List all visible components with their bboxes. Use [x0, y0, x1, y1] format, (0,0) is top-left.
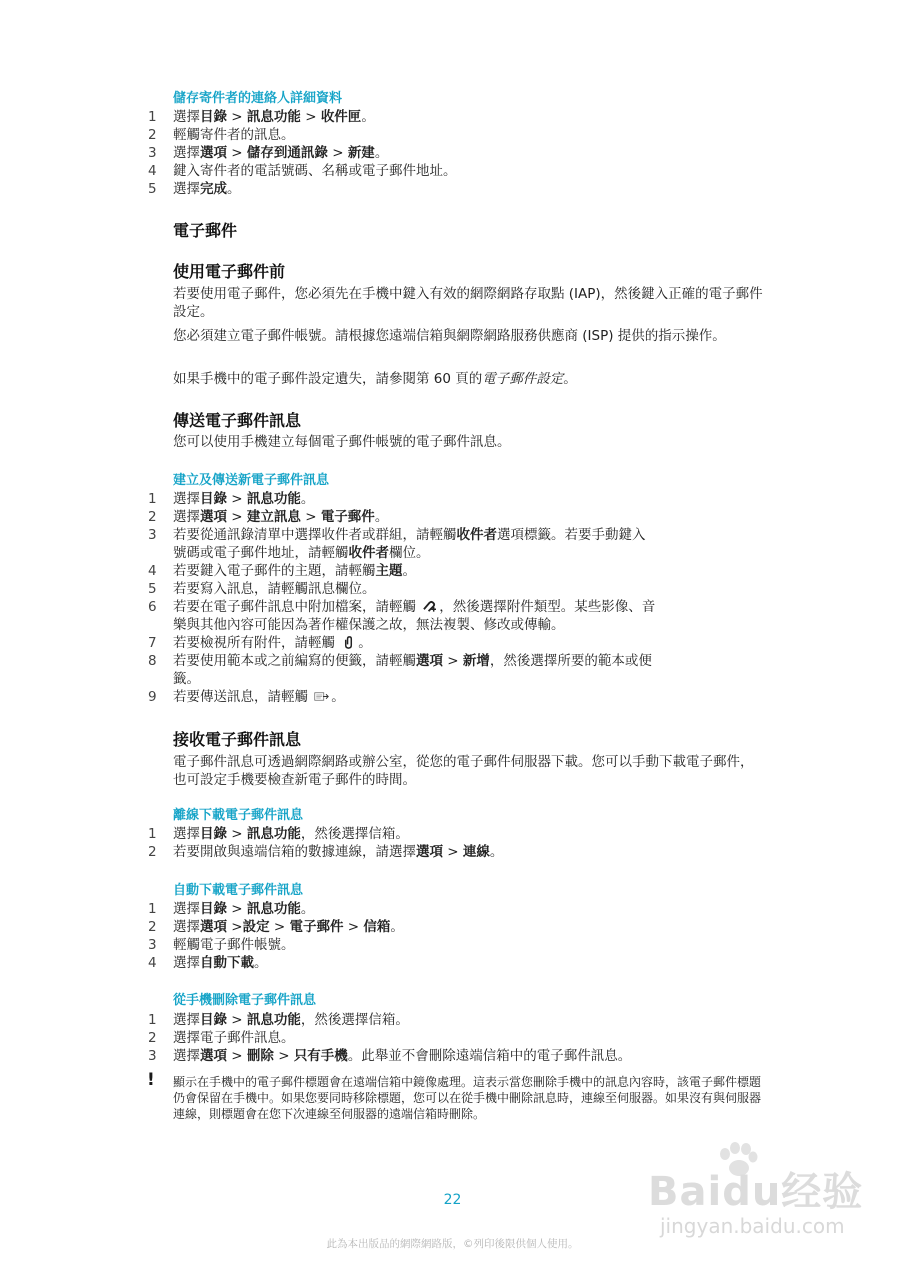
paragraph-send-intro: 您可以使用手機建立每個電子郵件帳號的電子郵件訊息。 — [173, 434, 511, 450]
step-item — [148, 900, 768, 918]
watermark-url: jingyan.baidu.com — [660, 1214, 845, 1238]
step-text — [173, 825, 733, 843]
text-run: 。此舉並不會刪除遠端信箱中的電子郵件訊息。 — [347, 1048, 632, 1064]
text-run: 選項 — [200, 145, 227, 161]
step-item — [148, 144, 768, 162]
watermark-brand: Baidu经验 — [648, 1169, 864, 1215]
page-number: 22 — [443, 1192, 462, 1208]
step-number: 2 — [148, 919, 157, 935]
text-run: 選項 — [416, 653, 443, 669]
step-number: 3 — [148, 527, 157, 543]
step-text — [173, 180, 733, 198]
text-run: 若要檢視所有附件，請輕觸 — [173, 635, 340, 651]
text-run: 選擇 — [173, 491, 200, 507]
text-run: 。 — [361, 109, 375, 125]
text-run: 訊息功能 — [246, 491, 301, 507]
paperclip-icon — [341, 636, 356, 649]
paragraph-receive-intro: 電子郵件訊息可透過網際網路或辦公室，從您的電子郵件伺服器下載。您可以手動下載電子郵件，也可設定手機要檢查新電子郵件的時間。 — [173, 754, 754, 788]
text-run: 新增 — [462, 653, 490, 669]
step-text — [173, 562, 733, 580]
text-run: 若要傳送訊息，請輕觸 — [173, 689, 313, 705]
text-run: > — [227, 145, 247, 161]
paragraph-account: 您必須建立電子郵件帳號。請根據您遠端信箱與網際網路服務供應商 (ISP) 提供的指示操作。 — [173, 328, 726, 344]
text-run: > — [443, 844, 463, 860]
step-item — [148, 652, 768, 688]
step-item — [148, 936, 768, 954]
text-run: 訊息功能 — [246, 1012, 301, 1028]
step-number: 4 — [148, 955, 157, 971]
step-item — [148, 562, 768, 580]
step-text — [173, 634, 733, 652]
text-run: 目錄 — [200, 491, 227, 507]
step-number: 1 — [148, 491, 157, 507]
step-number: 3 — [148, 1048, 157, 1064]
text-run: 。 — [227, 181, 241, 197]
step-item — [148, 634, 768, 652]
text-run: > — [227, 919, 243, 935]
heading-send-email: 傳送電子郵件訊息 — [173, 411, 302, 430]
text-run: 建立訊息 — [246, 509, 301, 525]
step-text — [173, 144, 733, 162]
step-item — [148, 180, 768, 198]
step-item — [148, 825, 768, 843]
step-number: 4 — [148, 163, 157, 179]
text-run: 選項 — [200, 1048, 227, 1064]
text-run: 樂與其他內容可能因為著作權保護之故，無法複製、修改或傳輸。 — [173, 617, 565, 633]
step-item — [148, 918, 768, 936]
subheading-delete-email: 從手機刪除電子郵件訊息 — [173, 993, 317, 1008]
step-item — [148, 598, 768, 634]
step-item — [148, 490, 768, 508]
text-run: 主題 — [375, 563, 403, 579]
paragraph-settings-ref — [173, 370, 763, 388]
heading-receive-email: 接收電子郵件訊息 — [173, 730, 302, 749]
text-run: 。 — [358, 635, 372, 651]
step-item — [148, 688, 768, 706]
text-run: 輕觸寄件者的訊息。 — [173, 127, 295, 143]
text-run: 若要從通訊錄清單中選擇收件者或群組，請輕觸 — [173, 527, 457, 543]
text-run: > — [227, 901, 247, 917]
step-number: 5 — [148, 181, 157, 197]
subheading-offline-download: 離線下載電子郵件訊息 — [173, 808, 304, 823]
text-run: > — [227, 491, 247, 507]
text-run: 。 — [489, 844, 504, 860]
step-number: 1 — [148, 901, 157, 917]
text-run: > — [300, 509, 321, 525]
text-run: 選項 — [416, 844, 443, 860]
text-run: 號碼或電子郵件地址，請輕觸 — [173, 545, 349, 561]
text-run: > — [269, 919, 290, 935]
text-run: 目錄 — [200, 901, 227, 917]
text-run: 若要鍵入電子郵件的主題，請輕觸 — [173, 563, 376, 579]
text-run: > — [343, 919, 364, 935]
text-run: 。 — [402, 563, 416, 579]
step-number: 3 — [148, 145, 157, 161]
step-number: 7 — [148, 635, 157, 651]
text-run: 鍵入寄件者的電話號碼、名稱或電子郵件地址。 — [173, 163, 457, 179]
text-run: 電子郵件 — [289, 919, 344, 935]
text-run: 信箱 — [363, 919, 391, 935]
step-item — [148, 1011, 768, 1029]
step-text — [173, 688, 733, 706]
text-run: ，然後選擇信箱。 — [300, 1012, 409, 1028]
step-text — [173, 1047, 733, 1065]
paragraph-iap: 若要使用電子郵件，您必須先在手機中鍵入有效的網際網路存取點 (IAP)，然後鍵入正確的電子郵件設定。 — [173, 286, 763, 320]
text-run: 選擇 — [173, 955, 200, 971]
text-run: 輕觸電子郵件帳號。 — [173, 937, 295, 953]
text-run: 。 — [563, 371, 577, 387]
text-run: 若要開啟與遠端信箱的數據連線，請選擇 — [173, 844, 416, 860]
text-run: > — [443, 653, 463, 669]
text-run: 。 — [300, 491, 315, 507]
text-run: 目錄 — [200, 109, 227, 125]
text-run: > — [227, 509, 247, 525]
step-text — [173, 843, 733, 861]
text-run: 訊息功能 — [246, 826, 301, 842]
text-run: 。 — [254, 955, 268, 971]
step-item — [148, 843, 768, 861]
step-item — [148, 954, 768, 972]
baidu-watermark — [640, 1140, 890, 1270]
text-run: 選擇電子郵件訊息。 — [173, 1030, 295, 1046]
footer-copyright: 此為本出版品的網際網路版，©列印後限供個人使用。 — [326, 1238, 579, 1250]
text-run: 選擇 — [173, 145, 200, 161]
text-run: 選擇 — [173, 1012, 200, 1028]
step-text — [173, 900, 733, 918]
step-item — [148, 1047, 768, 1065]
step-number: 2 — [148, 127, 157, 143]
text-run: 連線 — [462, 844, 490, 860]
text-run: 。 — [390, 919, 404, 935]
text-run: 設定 — [242, 919, 270, 935]
attach-add-icon — [422, 600, 437, 613]
text-run: 只有手機 — [293, 1048, 348, 1064]
text-run: > — [227, 109, 247, 125]
text-run: 。 — [331, 689, 345, 705]
text-run: > — [327, 145, 348, 161]
text-run: > — [300, 109, 321, 125]
step-item — [148, 108, 768, 126]
text-run: 若要寫入訊息，請輕觸訊息欄位。 — [173, 581, 376, 597]
text-run: 若要在電子郵件訊息中附加檔案，請輕觸 — [173, 599, 421, 615]
step-text — [173, 936, 733, 954]
step-number: 1 — [148, 1012, 157, 1028]
subheading-create-send: 建立及傳送新電子郵件訊息 — [173, 473, 330, 488]
text-run: 選擇 — [173, 826, 200, 842]
text-run: 。 — [374, 509, 389, 525]
step-item — [148, 162, 768, 180]
step-text — [173, 918, 733, 936]
text-run: ，然後選擇信箱。 — [300, 826, 409, 842]
heading-email: 電子郵件 — [173, 221, 238, 240]
step-text — [173, 508, 733, 526]
text-run: 選項 — [200, 919, 227, 935]
text-run: > — [227, 826, 247, 842]
text-run: 籤。 — [173, 671, 200, 687]
text-run: 收件者 — [348, 545, 389, 561]
text-run: 電子郵件設定 — [482, 371, 564, 387]
subheading-auto-download: 自動下載電子郵件訊息 — [173, 883, 304, 898]
step-number: 2 — [148, 844, 157, 860]
step-text — [173, 126, 733, 144]
text-run: 目錄 — [200, 826, 227, 842]
step-number: 2 — [148, 509, 157, 525]
step-item — [148, 126, 768, 144]
text-run: 選擇 — [173, 919, 200, 935]
note-text: 顯示在手機中的電子郵件標題會在遠端信箱中鏡像處理。這表示當您刪除手機中的訊息內容時，該電子郵件標題仍會保留在手機中。如果您要同時移除標題，您可以在從手機中刪除訊息時，連線至伺服器。如果沒有與伺服器連線，則標題會在您下次連線至伺服器的遠端信箱時刪除。 — [173, 1075, 762, 1121]
step-number: 3 — [148, 937, 157, 953]
step-text — [173, 954, 733, 972]
step-item — [148, 508, 768, 526]
step-number: 2 — [148, 1030, 157, 1046]
text-run: > — [227, 1048, 247, 1064]
text-run: 目錄 — [200, 1012, 227, 1028]
text-run: 選擇 — [173, 109, 200, 125]
text-run: 如果手機中的電子郵件設定遺失，請參閱第 60 頁的 — [173, 371, 483, 387]
text-run: 收件匣 — [320, 109, 362, 125]
text-run: 刪除 — [246, 1048, 274, 1064]
step-text — [173, 580, 733, 598]
step-text — [173, 652, 733, 688]
text-run: 新建 — [347, 145, 375, 161]
step-number: 9 — [148, 689, 157, 705]
step-number: 5 — [148, 581, 157, 597]
text-run: 儲存到通訊錄 — [246, 145, 328, 161]
text-run: 完成 — [200, 181, 227, 197]
step-text — [173, 108, 733, 126]
step-number: 1 — [148, 826, 157, 842]
text-run: 自動下載 — [200, 955, 254, 971]
heading-before-email: 使用電子郵件前 — [173, 262, 286, 281]
text-run: > — [273, 1048, 294, 1064]
step-number: 8 — [148, 653, 157, 669]
step-text — [173, 598, 733, 634]
text-run: 選擇 — [173, 901, 200, 917]
step-item — [148, 1029, 768, 1047]
step-item — [148, 580, 768, 598]
text-run: 電子郵件 — [320, 509, 375, 525]
send-icon — [314, 690, 329, 703]
text-run: 訊息功能 — [246, 901, 301, 917]
step-number: 1 — [148, 109, 157, 125]
text-run: 收件者 — [456, 527, 497, 543]
text-run: ，然後選擇附件類型。某些影像、音 — [439, 599, 656, 615]
text-run: 選項 — [200, 509, 227, 525]
subheading-save-contact: 儲存寄件者的連絡人詳細資料 — [173, 91, 343, 106]
text-run: 若要使用範本或之前編寫的便籤，請輕觸 — [173, 653, 416, 669]
text-run: 。 — [300, 901, 315, 917]
text-run: 選擇 — [173, 509, 200, 525]
warning-icon: ! — [147, 1070, 155, 1090]
text-run: 欄位。 — [389, 545, 430, 561]
text-run: 選擇 — [173, 1048, 200, 1064]
text-run: ，然後選擇所要的範本或便 — [489, 653, 652, 669]
step-text — [173, 526, 733, 562]
text-run: 選項標籤。若要手動鍵入 — [497, 527, 646, 543]
step-text — [173, 1029, 733, 1047]
step-number: 4 — [148, 563, 157, 579]
step-number: 6 — [148, 599, 157, 615]
step-text — [173, 162, 733, 180]
step-text — [173, 490, 733, 508]
text-run: 訊息功能 — [246, 109, 301, 125]
text-run: > — [227, 1012, 247, 1028]
step-item — [148, 526, 768, 562]
text-run: 選擇 — [173, 181, 200, 197]
text-run: 。 — [374, 145, 389, 161]
step-text — [173, 1011, 733, 1029]
